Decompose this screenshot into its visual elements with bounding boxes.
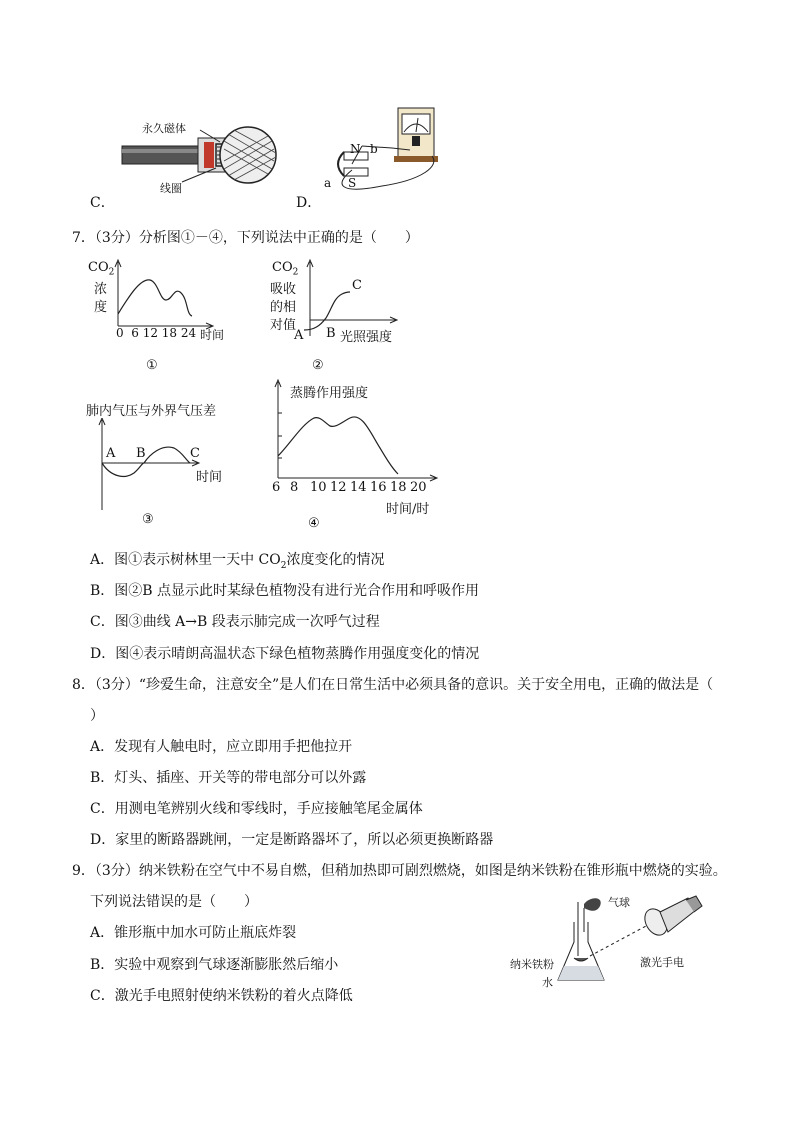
fig1-xlabel: 时间	[200, 328, 225, 342]
q7-option-d[interactable]: D．图④表示晴朗高温状态下绿色植物蒸腾作用强度变化的情况	[90, 646, 480, 662]
fig4-xtick: 8	[290, 480, 299, 495]
q7-fig1	[88, 258, 238, 378]
fig4-caption: ④	[308, 516, 320, 531]
fig2-point-c: C	[352, 278, 362, 293]
fig4-xtick: 16	[370, 480, 387, 495]
q9-laser-label: 激光手电	[640, 956, 684, 969]
q7-option-a-text-post: 浓度变化的情况	[286, 552, 385, 568]
fig1-ylabel-2: 浓	[94, 282, 108, 297]
q8-option-a[interactable]: A．发现有人触电时，应立即用手把他拉开	[90, 739, 353, 755]
q8-option-c[interactable]: C．用测电笔辨别火线和零线时，手应接触笔尾金属体	[90, 801, 423, 817]
q7-option-a-sub: 2	[280, 560, 287, 571]
fig4-xtick: 18	[390, 480, 407, 495]
q9-option-b[interactable]: B．实验中观察到气球逐渐膨胀然后缩小	[90, 957, 339, 973]
q9-water-label: 水	[542, 976, 553, 989]
fig3-xlabel: 时间	[196, 470, 223, 485]
gen-b-label: b	[370, 142, 378, 156]
q6-option-d-label[interactable]: D．	[296, 195, 322, 211]
fig4-xtick: 6	[272, 480, 281, 495]
fig3-point-a: A	[106, 446, 116, 461]
fig2-point-a: A	[294, 328, 304, 343]
fig3-caption: ③	[142, 512, 154, 527]
q7-option-b[interactable]: B．图②B 点显示此时某绿色植物没有进行光合作用和呼吸作用	[90, 583, 480, 599]
mic-magnet-label: 永久磁体	[142, 122, 186, 135]
q9-balloon-label: 气球	[608, 896, 630, 909]
q8-option-d[interactable]: D．家里的断路器跳闸，一定是断路器坏了，所以必须更换断路器	[90, 832, 494, 848]
gen-a-label: a	[324, 176, 332, 190]
q9-option-c[interactable]: C．激光手电照射使纳米铁粉的着火点降低	[90, 988, 353, 1004]
q9-iron-label: 纳米铁粉	[510, 958, 554, 971]
q6-option-d-figure	[322, 106, 442, 198]
fig4-xlabel: 时间/时	[386, 502, 430, 517]
q7-stem: 7．（3分）分析图①－④，下列说法中正确的是（ ）	[72, 230, 419, 246]
q7-fig3	[86, 400, 256, 530]
q8-stem-line2: ）	[90, 708, 104, 724]
q8-option-b[interactable]: B．灯头、插座、开关等的带电部分可以外露	[90, 770, 367, 786]
q6-option-c-label[interactable]: C．	[90, 195, 115, 211]
q9-stem-line1: 9．（3分）纳米铁粉在空气中不易自燃，但稍加热即可剧烈燃烧，如图是纳米铁粉在锥形瓶中燃烧的实验。	[72, 863, 727, 879]
fig3-point-c: C	[190, 446, 200, 461]
fig2-ylabel-3: 的相	[270, 300, 297, 315]
fig1-caption: ①	[146, 358, 158, 373]
q7-option-c[interactable]: C．图③曲线 A→B 段表示肺完成一次呼气过程	[90, 614, 380, 630]
fig2-ylabel-co2: $CO_2$	[272, 260, 299, 278]
fig2-caption: ②	[312, 358, 324, 373]
gen-n-label: N	[350, 142, 361, 156]
q7-option-a[interactable]	[90, 550, 384, 576]
fig3-title: 肺内气压与外界气压差	[86, 404, 217, 419]
fig2-ylabel-2: 吸收	[270, 282, 297, 297]
q6-option-c-figure	[120, 116, 280, 196]
fig2-ylabel-4: 对值	[270, 318, 297, 333]
fig4-xtick: 12	[330, 480, 347, 495]
fig4-title: 蒸腾作用强度	[290, 386, 369, 401]
q7-fig4	[266, 378, 446, 538]
fig4-xtick: 14	[350, 480, 367, 495]
q7-fig2	[270, 258, 410, 378]
q9-option-a[interactable]: A．锥形瓶中加水可防止瓶底炸裂	[90, 925, 297, 941]
fig4-xtick: 20	[410, 480, 427, 495]
q9-figure	[510, 892, 720, 992]
fig2-point-b: B	[326, 326, 336, 341]
fig2-xlabel: 光照强度	[340, 330, 393, 345]
fig1-ylabel-co2: $CO_2$	[88, 260, 115, 278]
q9-stem-line2: 下列说法错误的是（ ）	[90, 894, 258, 910]
fig1-ylabel-3: 度	[94, 300, 108, 315]
fig4-xtick: 10	[310, 480, 327, 495]
mic-coil-label: 线圈	[160, 182, 182, 195]
fig4-xticks	[272, 480, 432, 495]
fig1-xticks: 0 6 12 18 24	[116, 326, 197, 340]
fig3-point-b: B	[136, 446, 146, 461]
gen-s-label: S	[348, 176, 357, 190]
q8-stem-line1: 8．（3分）“珍爱生命，注意安全”是人们在日常生活中必须具备的意识。关于安全用电，正确的做法是（	[72, 677, 714, 693]
q7-option-a-text-pre: A．图①表示树林里一天中 CO	[90, 552, 281, 568]
